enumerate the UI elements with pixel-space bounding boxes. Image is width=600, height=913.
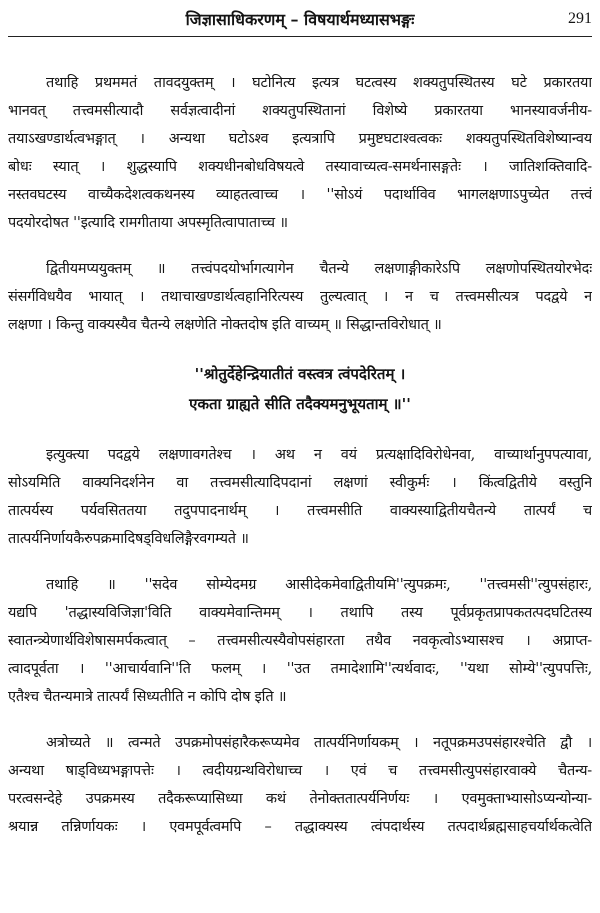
paragraph-1-line-5: नस्तवघटस्य वाच्यैकदेशत्वकथनस्य व्याहतत्वाच्च । ''सोऽयं पदार्थाविव भागलक्षणाऽपुच्येत तत्त्वं	[8, 187, 592, 203]
paragraph-5-line-4: श्रयान्न तन्निर्णायकः । एवमपूर्वत्वमपि – तद्धाक्यस्य त्वंपदार्थस्य तत्पदार्थब्रह्मसाहचर्यार्थकत्वेति	[8, 819, 592, 835]
paragraph-1-line-1: तथाहि प्रथममतं तावदयुक्तम् । घटोनित्य इत्यत्र घटत्वस्य शक्यतुपस्थितस्य घटे प्रकारतया	[46, 75, 592, 91]
header-divider	[8, 36, 592, 37]
paragraph-1-line-4: बोधः स्यात् । शुद्धस्यापि शक्यधीनबोधविषयत्वे तस्यावाच्यत्व-समर्थनासङ्गतेः । जातिशक्तिवादि-	[8, 159, 592, 175]
page-number: 291	[568, 10, 592, 27]
paragraph-2-line-2: संसर्गविधयैव भायात् । तथाचाखण्डार्थत्वहानिरित्यस्य तुल्यत्वात् । न च तत्त्वमसीत्यत्र पदद्वये न	[8, 289, 592, 305]
paragraph-2-line-3: लक्षणा । किन्तु वाक्यस्यैव चैतन्ये लक्षणेति नोक्तदोष इति वाच्यम् ॥ सिद्धान्तविरोधात् ॥	[8, 317, 442, 333]
paragraph-4-line-1: तथाहि ॥ ''सदेव सोम्येदमग्र आसीदेकमेवाद्वितीयमि''त्युपक्रमः, ''तत्त्वमसी''त्युपसंहारः,	[46, 577, 592, 593]
paragraph-5-line-3: परत्वसन्देहे उपक्रमस्य तदैकरूप्यासिध्या कथं तेनोक्ततात्पर्यनिर्णयः । एवमुक्ताभ्यासोऽप्यन्योन्या-	[8, 791, 592, 807]
paragraph-4-line-5: एतैश्च चैतन्यमात्रे तात्पर्यं सिध्यतीति न कोपि दोष इति ॥	[8, 689, 287, 705]
paragraph-1-line-6: पदयोरदोषत ''इत्यादि रामगीताया अपस्मृतित्वापाताच्च ॥	[8, 215, 288, 231]
paragraph-3-line-3: तात्पर्यस्य पर्यवसिततया तदुपपादनार्थम् । तत्त्वमसीति वाक्यस्याद्वितीयचैतन्ये तात्पर्यं च	[8, 503, 592, 519]
paragraph-3-line-1: इत्युक्त्या पदद्वये लक्षणावगतेश्च । अथ न वयं प्रत्यक्षादिविरोधेनवा, वाच्यार्थानुपपत्यावा,	[46, 447, 592, 463]
paragraph-1-line-3: तयाऽखण्डार्थत्वभङ्गात् । अन्यथा घटोऽश्व इत्यत्रापि प्रमुष्टघटाश्वत्वकः शक्यतुपस्थितविशेष्यान्वय	[8, 131, 592, 147]
paragraph-3-line-2: सोऽयमिति वाक्यनिदर्शनेन वा तत्त्वमसीत्यादिपदानां लक्षणां स्वीकुर्मः । किंत्वद्वितीये वस्तुनि	[8, 475, 592, 491]
paragraph-4-line-3: स्वातन्त्र्येणार्थविशेषासमर्पकत्वात् – तत्त्वमसीत्यस्यैवोपसंहारता तथैव नवकृत्वोऽभ्यासश्च । अप्राप्त-	[8, 633, 592, 649]
verse-line-1: ''श्रोतुर्देहेन्द्रियातीतं वस्त्वत्र त्वंपदेरितम् ।	[194, 365, 406, 383]
paragraph-1-line-2: भानवत् तत्त्वमसीत्यादौ सर्वज्ञत्वादीनां शक्यतुपस्थितानां विशेष्ये प्रकारतया भानस्यावर्जनीय-	[8, 103, 592, 119]
verse-line-2: एकता ग्राह्यते सीति तदैक्यमनुभूयताम् ॥''	[189, 395, 411, 413]
running-title: जिज्ञासाधिकरणम् – विषयार्थमध्यासभङ्गः	[185, 10, 415, 29]
paragraph-5-line-1: अत्रोच्यते ॥ त्वन्मते उपक्रमोपसंहारैकरूप्यमेव तात्पर्यनिर्णायकम् । नतूपक्रमउपसंहारश्चेति द्वौ ।	[46, 735, 592, 751]
paragraph-5-line-2: अन्यथा षाड्विध्यभङ्गापत्तेः । त्वदीयग्रन्थविरोधाच्च । एवं च तत्त्वमसीत्युपसंहारवाक्ये चैतन्य-	[8, 763, 592, 779]
paragraph-4-line-4: त्वादपूर्वता । ''आचार्यवानि''ति फलम् । ''उत तमादेशामि''त्यर्थवादः, ''यथा सोम्ये''त्युपपत्तिः,	[8, 661, 592, 677]
paragraph-4-line-2: यद्यपि 'तद्धास्यविजिज्ञा'विति वाक्यमेवान्तिमम् । तथापि तस्य पूर्वप्रकृतप्रापकतत्पदघटितस्य	[8, 605, 592, 621]
paragraph-3-line-4: तात्पर्यनिर्णायकैरुपक्रमादिषड्विधलिङ्गैरवगम्यते ॥	[8, 531, 249, 547]
paragraph-2-line-1: द्वितीयमप्ययुक्तम् ॥ तत्त्वंपदयोर्भागत्यागेन चैतन्ये लक्षणाङ्गीकारेऽपि लक्षणोपस्थितयोरभेदः	[46, 261, 592, 277]
page-header	[0, 6, 600, 32]
